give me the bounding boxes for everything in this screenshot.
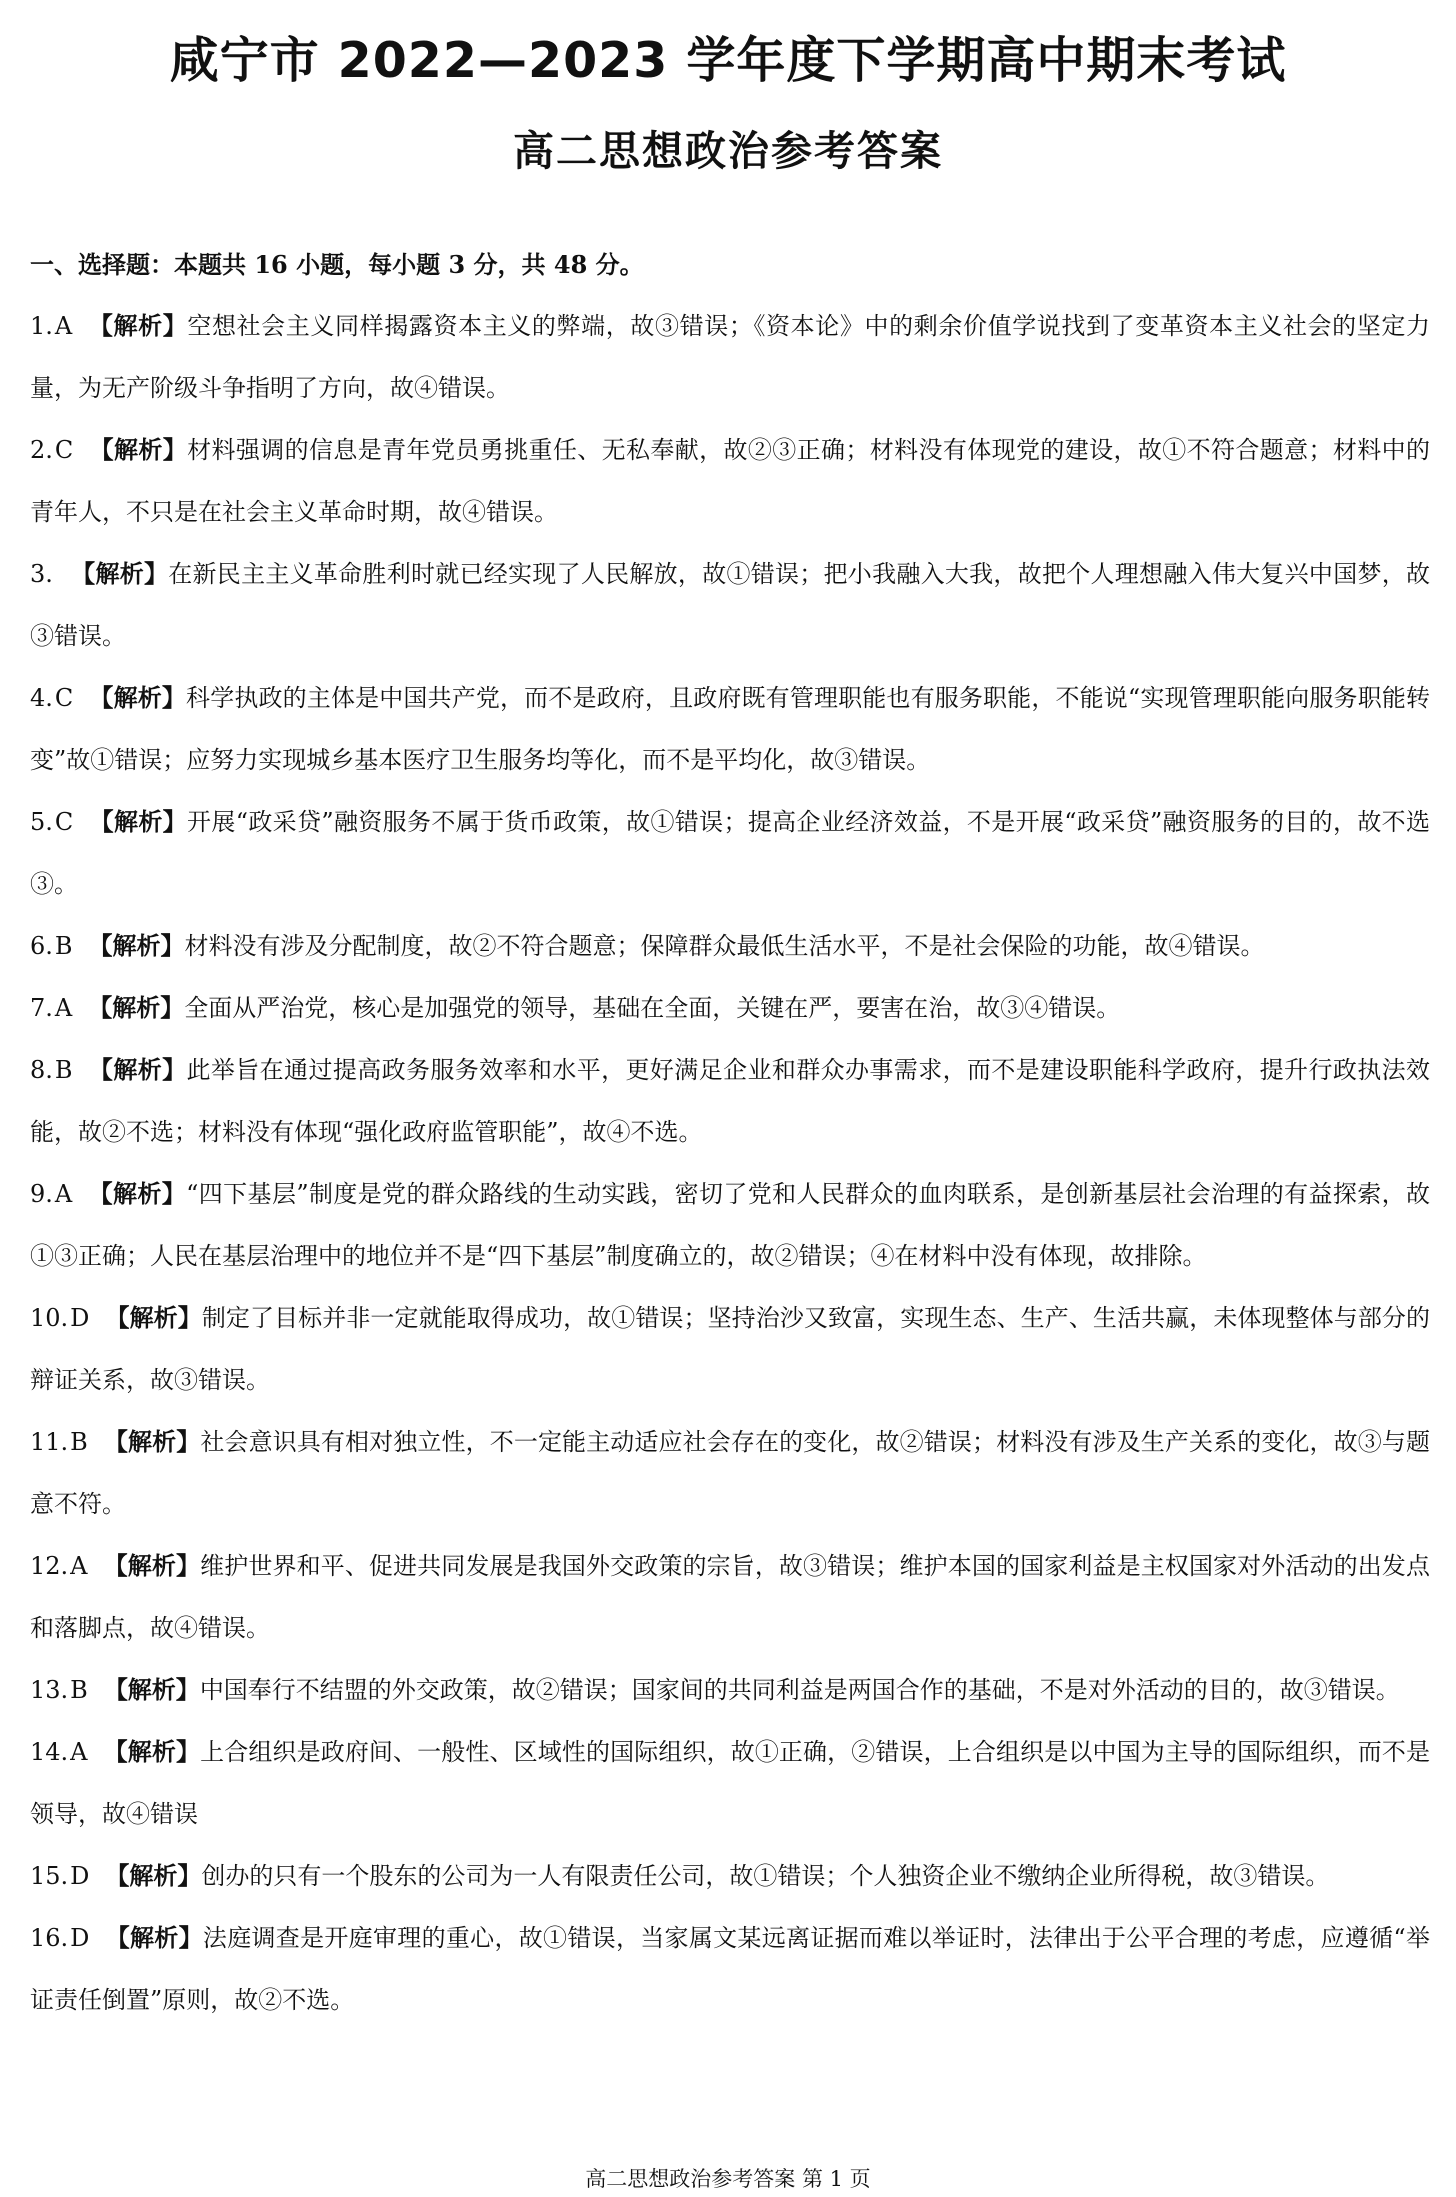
question-number: 13. (30, 1676, 69, 1704)
answer-letter: A (70, 1552, 88, 1580)
question-number: 10. (30, 1304, 69, 1332)
analysis-tag: 【解析】 (105, 1924, 203, 1952)
analysis-text: 创办的只有一个股东的公司为一人有限责任公司，故①错误；个人独资企业不缴纳企业所得税，故③错误。 (201, 1862, 1330, 1890)
answer-item (30, 1907, 1430, 2031)
answer-letter: B (70, 1676, 88, 1704)
section-heading: 一、选择题：本题共 16 小题，每小题 3 分，共 48 分。 (30, 250, 644, 279)
answer-letter: A (54, 312, 73, 340)
question-number: 1. (30, 312, 53, 340)
answer-letter: C (54, 684, 74, 712)
answer-item (30, 1287, 1430, 1411)
analysis-text: 社会意识具有相对独立性，不一定能主动适应社会存在的变化，故②错误；材料没有涉及生产关系的变化，故③与题意不符。 (30, 1428, 1430, 1518)
answer-item (30, 915, 1430, 977)
answer-letter: A (54, 994, 73, 1022)
question-number: 7. (30, 994, 53, 1022)
analysis-tag: 【解析】 (89, 808, 188, 836)
analysis-tag: 【解析】 (103, 1738, 201, 1766)
question-number: 5. (30, 808, 53, 836)
analysis-text: 此举旨在通过提高政务服务效率和水平，更好满足企业和群众办事需求，而不是建设职能科学政府，提升行政执法效能，故②不选；材料没有体现“强化政府监管职能”，故④不选。 (30, 1056, 1430, 1146)
answer-letter: C (54, 436, 74, 464)
answer-item (30, 1721, 1430, 1845)
analysis-text: 空想社会主义同样揭露资本主义的弊端，故③错误；《资本论》中的剩余价值学说找到了变革资本主义社会的坚定力量，为无产阶级斗争指明了方向，故④错误。 (30, 312, 1431, 402)
analysis-tag: 【解析】 (89, 436, 188, 464)
answer-item (30, 977, 1430, 1039)
question-number: 3. (30, 560, 53, 588)
analysis-text: 全面从严治党，核心是加强党的领导，基础在全面，关键在严，要害在治，故③④错误。 (184, 994, 1121, 1022)
analysis-text: “四下基层”制度是党的群众路线的生动实践，密切了党和人民群众的血肉联系，是创新基层社会治理的有益探索，故①③正确；人民在基层治理中的地位并不是“四下基层”制度确立的，故②错误；④在材料中没有体现，故排除。 (30, 1180, 1431, 1270)
answer-item (30, 543, 1430, 667)
analysis-text: 材料没有涉及分配制度，故②不符合题意；保障群众最低生活水平，不是社会保险的功能，故④错误。 (184, 932, 1265, 960)
answer-letter: D (70, 1924, 90, 1952)
answer-item (30, 1411, 1430, 1535)
analysis-tag: 【解析】 (103, 1552, 201, 1580)
answer-letter: B (54, 932, 73, 960)
analysis-tag: 【解析】 (89, 684, 187, 712)
analysis-text: 中国奉行不结盟的外交政策，故②错误；国家间的共同利益是两国合作的基础，不是对外活动的目的，故③错误。 (199, 1676, 1400, 1704)
answer-item (30, 1659, 1430, 1721)
answer-item (30, 295, 1430, 419)
analysis-tag: 【解析】 (88, 312, 188, 340)
question-number: 9. (30, 1180, 53, 1208)
document-title: 咸宁市 2022—2023 学年度下学期高中期末考试 (169, 32, 1287, 89)
answer-letter: B (54, 1056, 73, 1084)
analysis-tag: 【解析】 (103, 1428, 201, 1456)
analysis-tag: 【解析】 (88, 932, 185, 960)
question-number: 16. (30, 1924, 69, 1952)
answer-item (30, 1163, 1430, 1287)
analysis-text: 制定了目标并非一定就能取得成功，故①错误；坚持治沙又致富，实现生态、生产、生活共赢，未体现整体与部分的辩证关系，故③错误。 (30, 1304, 1431, 1394)
question-number: 12. (30, 1552, 69, 1580)
answer-item (30, 419, 1430, 543)
analysis-text: 科学执政的主体是中国共产党，而不是政府，且政府既有管理职能也有服务职能，不能说“实现管理职能向服务职能转变”故①错误；应努力实现城乡基本医疗卫生服务均等化，而不是平均化，故③错误。 (30, 684, 1431, 774)
analysis-text: 上合组织是政府间、一般性、区域性的国际组织，故①正确，②错误，上合组织是以中国为主导的国际组织，而不是领导，故④错误 (30, 1738, 1431, 1828)
question-number: 11. (30, 1428, 69, 1456)
analysis-tag: 【解析】 (88, 1180, 187, 1208)
answer-letter: C (54, 808, 74, 836)
analysis-tag: 【解析】 (70, 560, 169, 588)
answer-item (30, 1039, 1430, 1163)
answer-item (30, 791, 1430, 915)
analysis-text: 法庭调查是开庭审理的重心，故①错误，当家属文某远离证据而难以举证时，法律出于公平合理的考虑，应遵循“举证责任倒置”原则，故②不选。 (30, 1924, 1431, 2014)
analysis-tag: 【解析】 (105, 1304, 202, 1332)
answer-letter: D (70, 1862, 90, 1890)
question-number: 8. (30, 1056, 53, 1084)
answer-item (30, 1535, 1430, 1659)
analysis-text: 维护世界和平、促进共同发展是我国外交政策的宗旨，故③错误；维护本国的国家利益是主权国家对外活动的出发点和落脚点，故④错误。 (30, 1552, 1431, 1642)
answer-letter: B (70, 1428, 88, 1456)
analysis-text: 开展“政采贷”融资服务不属于货币政策，故①错误；提高企业经济效益，不是开展“政采贷”融资服务的目的，故不选③。 (30, 808, 1431, 898)
answer-item (30, 667, 1430, 791)
analysis-tag: 【解析】 (88, 994, 185, 1022)
question-number: 4. (30, 684, 53, 712)
analysis-text: 材料强调的信息是青年党员勇挑重任、无私奉献，故②③正确；材料没有体现党的建设，故①不符合题意；材料中的青年人，不只是在社会主义革命时期，故④错误。 (30, 436, 1431, 526)
question-number: 6. (30, 932, 53, 960)
answer-letter: A (54, 1180, 73, 1208)
answer-letter: D (70, 1304, 90, 1332)
analysis-tag: 【解析】 (103, 1676, 200, 1704)
question-number: 15. (30, 1862, 69, 1890)
analysis-tag: 【解析】 (88, 1056, 187, 1084)
analysis-text: 在新民主主义革命胜利时就已经实现了人民解放，故①错误；把小我融入大我，故把个人理想融入伟大复兴中国梦，故③错误。 (30, 560, 1431, 650)
answer-item (30, 1845, 1430, 1907)
question-number: 2. (30, 436, 53, 464)
question-number: 14. (30, 1738, 69, 1766)
analysis-tag: 【解析】 (105, 1862, 202, 1890)
answer-letter: A (70, 1738, 88, 1766)
document-subtitle: 高二思想政治参考答案 (513, 127, 943, 175)
page-footer: 高二思想政治参考答案 第 1 页 (585, 2167, 871, 2191)
